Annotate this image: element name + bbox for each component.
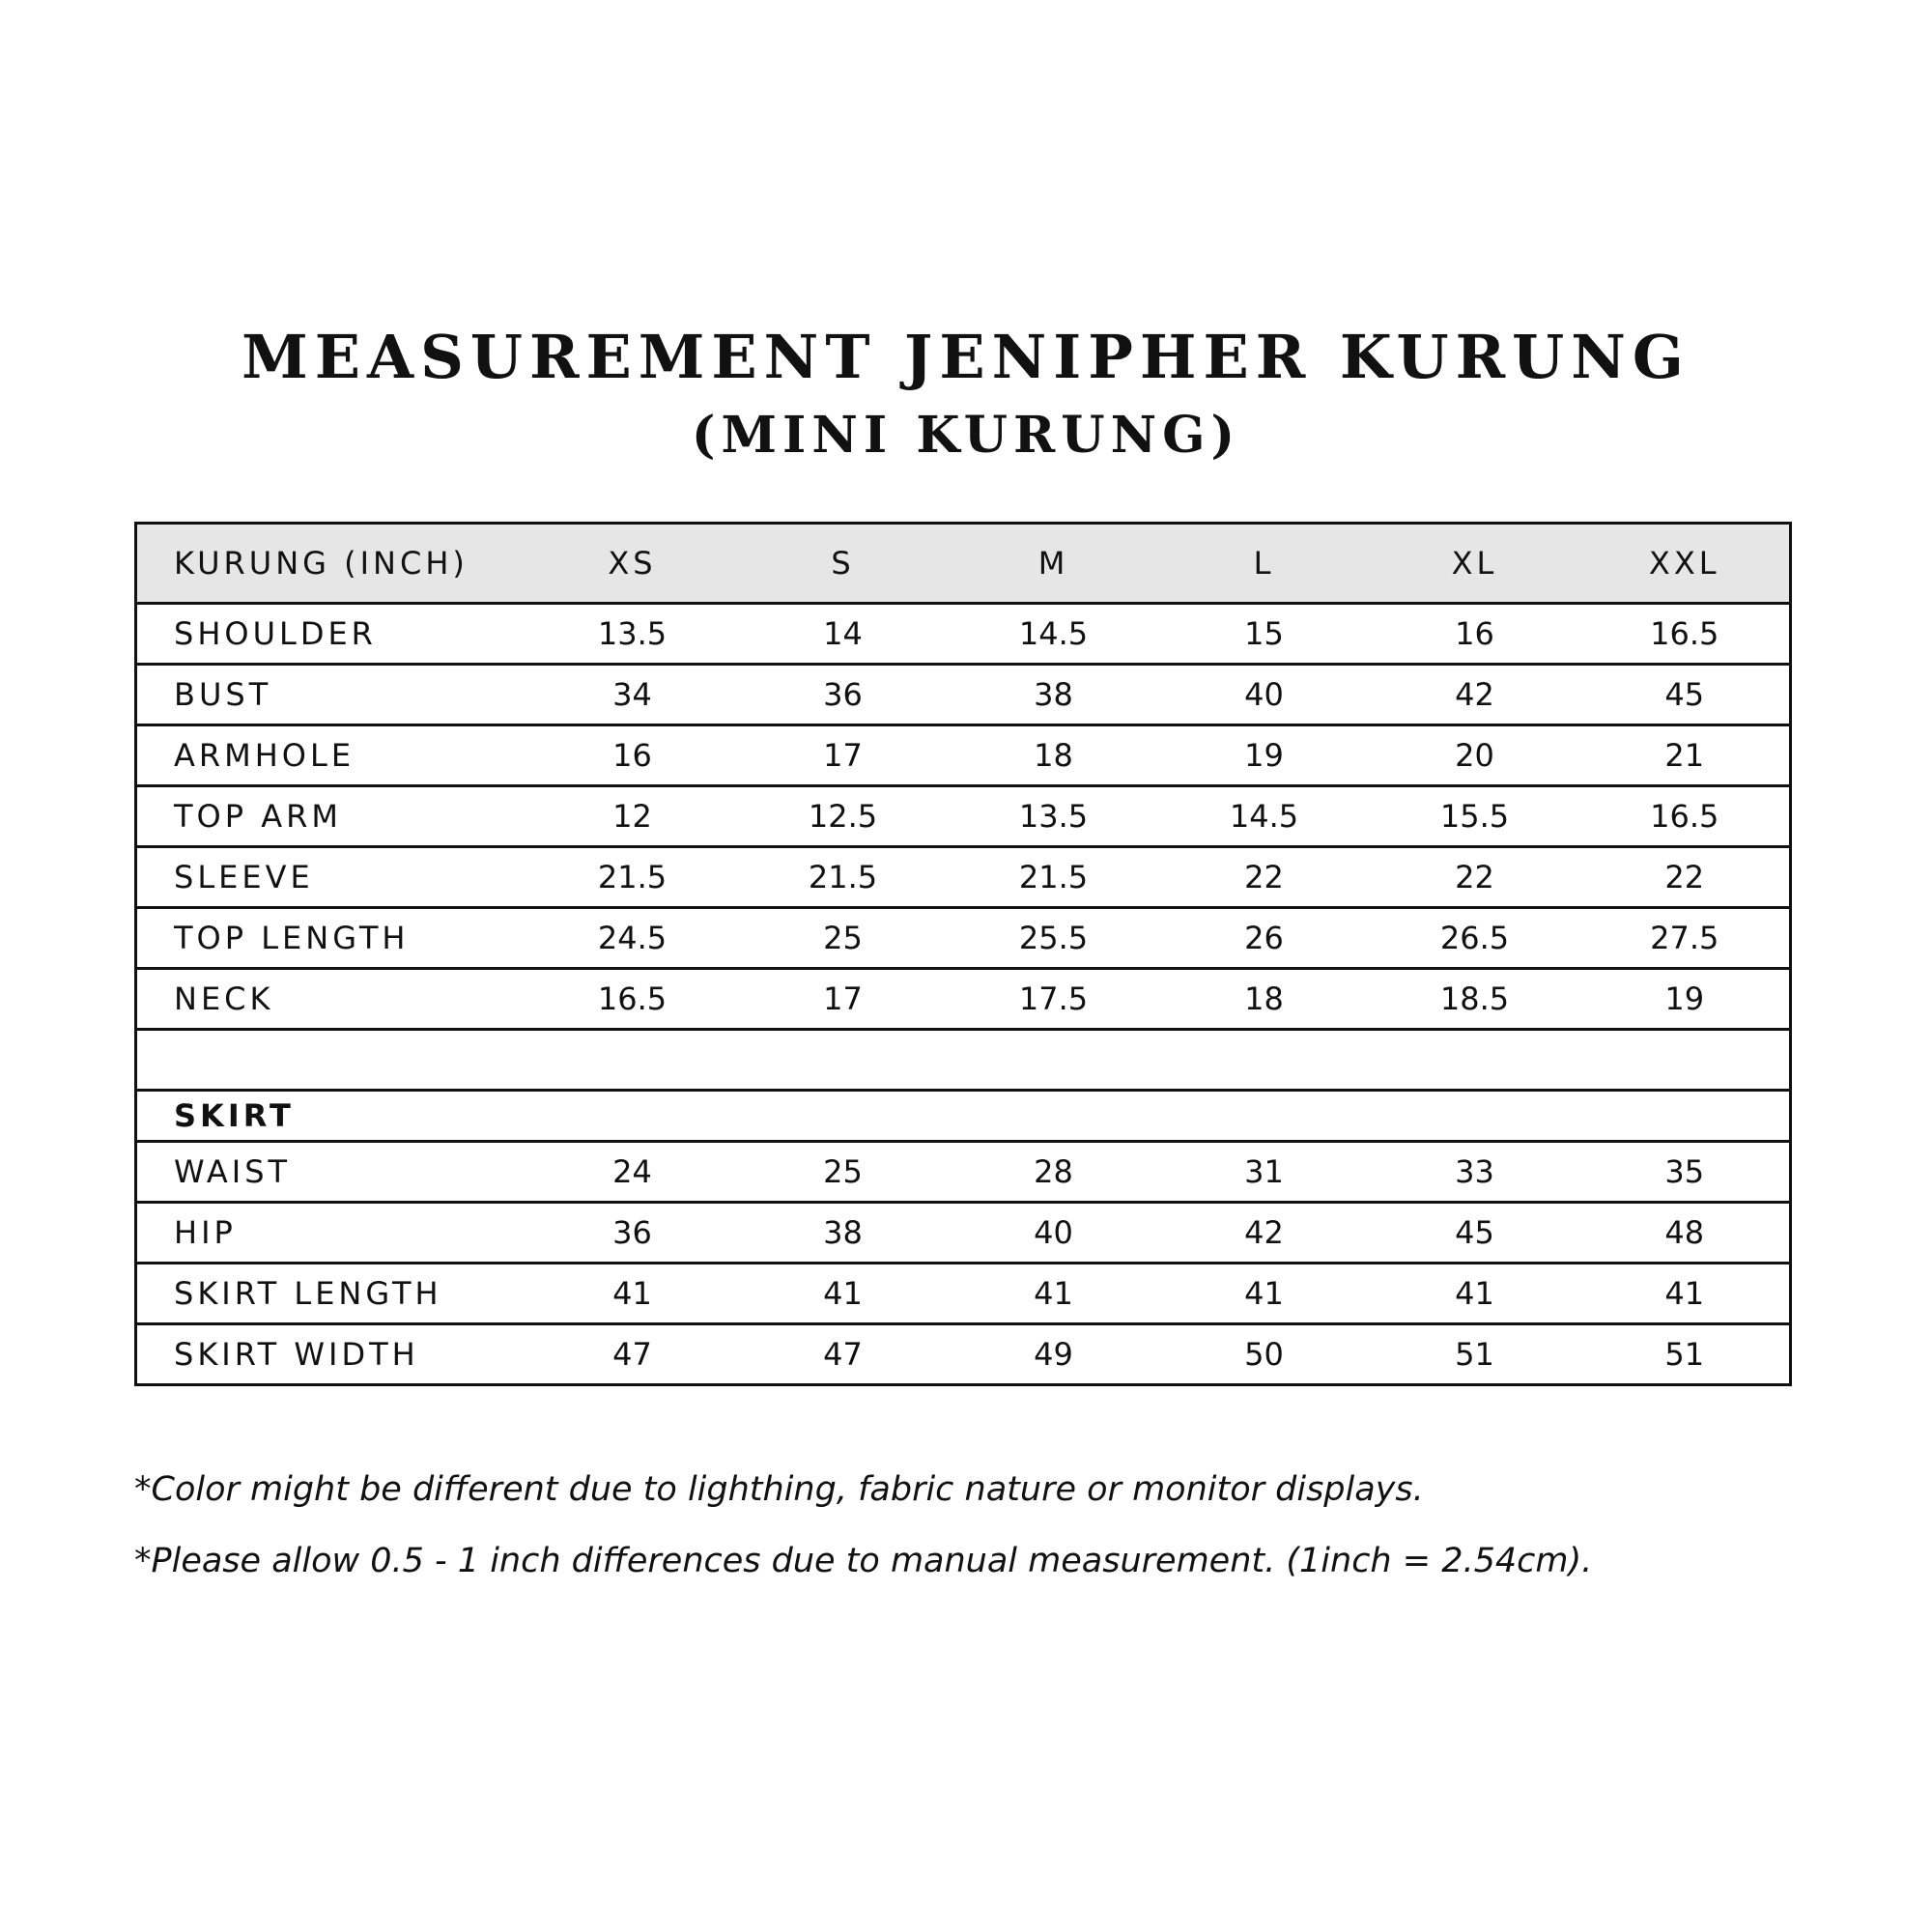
table-row-top-arm	[136, 786, 1791, 847]
cell-sleeve-xxl: 22	[1580, 847, 1791, 908]
size-header-xxl: XXL	[1580, 524, 1791, 604]
cell-top-length-s: 25	[738, 908, 949, 969]
section-heading-skirt: SKIRT	[136, 1091, 1791, 1142]
cell-top-arm-xs: 12	[527, 786, 738, 847]
cell-top-arm-xxl: 16.5	[1580, 786, 1791, 847]
cell-armhole-xs: 16	[527, 725, 738, 786]
cell-shoulder-m: 14.5	[949, 604, 1159, 665]
cell-top-arm-xl: 15.5	[1370, 786, 1580, 847]
cell-bust-s: 36	[738, 665, 949, 725]
table-body	[136, 604, 1791, 1385]
cell-skirt-width-xxl: 51	[1580, 1324, 1791, 1385]
cell-hip-l: 42	[1159, 1203, 1370, 1264]
cell-top-length-l: 26	[1159, 908, 1370, 969]
table-row-top-length	[136, 908, 1791, 969]
header-label: KURUNG (INCH)	[136, 524, 527, 604]
cell-skirt-length-m: 41	[949, 1264, 1159, 1324]
table-row-sleeve	[136, 847, 1791, 908]
cell-shoulder-l: 15	[1159, 604, 1370, 665]
cell-bust-l: 40	[1159, 665, 1370, 725]
row-label: ARMHOLE	[136, 725, 527, 786]
cell-waist-m: 28	[949, 1142, 1159, 1203]
cell-top-length-xl: 26.5	[1370, 908, 1580, 969]
cell-skirt-length-xl: 41	[1370, 1264, 1580, 1324]
cell-neck-m: 17.5	[949, 969, 1159, 1030]
table-row-skirt-length	[136, 1264, 1791, 1324]
cell-neck-s: 17	[738, 969, 949, 1030]
row-label: TOP LENGTH	[136, 908, 527, 969]
cell-top-length-xs: 24.5	[527, 908, 738, 969]
cell-skirt-length-xxl: 41	[1580, 1264, 1791, 1324]
cell-sleeve-m: 21.5	[949, 847, 1159, 908]
table-row-shoulder	[136, 604, 1791, 665]
cell-bust-xl: 42	[1370, 665, 1580, 725]
cell-skirt-width-xs: 47	[527, 1324, 738, 1385]
notes	[134, 1454, 1834, 1597]
row-label: WAIST	[136, 1142, 527, 1203]
cell-neck-xl: 18.5	[1370, 969, 1580, 1030]
cell-sleeve-l: 22	[1159, 847, 1370, 908]
cell-hip-xxl: 48	[1580, 1203, 1791, 1264]
cell-top-arm-m: 13.5	[949, 786, 1159, 847]
cell-skirt-width-xl: 51	[1370, 1324, 1580, 1385]
cell-waist-xxl: 35	[1580, 1142, 1791, 1203]
page-subtitle: (MINI KURUNG)	[691, 406, 1241, 465]
cell-shoulder-s: 14	[738, 604, 949, 665]
row-label: SHOULDER	[136, 604, 527, 665]
cell-sleeve-s: 21.5	[738, 847, 949, 908]
title-block	[0, 319, 1932, 469]
cell-waist-xl: 33	[1370, 1142, 1580, 1203]
note-measurement: *Please allow 0.5 - 1 inch differences due to manual measurement. (1inch = 2.54cm).	[134, 1542, 1593, 1580]
table-row-neck	[136, 969, 1791, 1030]
table-header-row	[136, 524, 1791, 604]
cell-waist-s: 25	[738, 1142, 949, 1203]
table-row-section-skirt	[136, 1091, 1791, 1142]
cell-skirt-width-m: 49	[949, 1324, 1159, 1385]
cell-waist-xs: 24	[527, 1142, 738, 1203]
size-chart-table	[134, 522, 1792, 1386]
row-label: NECK	[136, 969, 527, 1030]
table-row-bust	[136, 665, 1791, 725]
cell-shoulder-xl: 16	[1370, 604, 1580, 665]
cell-bust-xxl: 45	[1580, 665, 1791, 725]
cell-bust-m: 38	[949, 665, 1159, 725]
cell-neck-xxl: 19	[1580, 969, 1791, 1030]
cell-armhole-xl: 20	[1370, 725, 1580, 786]
row-label: TOP ARM	[136, 786, 527, 847]
cell-armhole-m: 18	[949, 725, 1159, 786]
cell-sleeve-xl: 22	[1370, 847, 1580, 908]
row-label: SKIRT WIDTH	[136, 1324, 527, 1385]
cell-hip-xl: 45	[1370, 1203, 1580, 1264]
cell-top-length-xxl: 27.5	[1580, 908, 1791, 969]
size-header-m: M	[949, 524, 1159, 604]
table-row-hip	[136, 1203, 1791, 1264]
cell-shoulder-xs: 13.5	[527, 604, 738, 665]
page-title: MEASUREMENT JENIPHER KURUNG	[242, 322, 1690, 392]
table-row-skirt-width	[136, 1324, 1791, 1385]
cell-armhole-xxl: 21	[1580, 725, 1791, 786]
size-header-xl: XL	[1370, 524, 1580, 604]
size-header-xs: XS	[527, 524, 738, 604]
cell-bust-xs: 34	[527, 665, 738, 725]
cell-skirt-length-s: 41	[738, 1264, 949, 1324]
cell-neck-xs: 16.5	[527, 969, 738, 1030]
spacer-cell	[136, 1030, 1791, 1091]
cell-neck-l: 18	[1159, 969, 1370, 1030]
row-label: BUST	[136, 665, 527, 725]
cell-top-length-m: 25.5	[949, 908, 1159, 969]
table-row-armhole	[136, 725, 1791, 786]
row-label: HIP	[136, 1203, 527, 1264]
table-row-spacer	[136, 1030, 1791, 1091]
cell-skirt-width-s: 47	[738, 1324, 949, 1385]
cell-waist-l: 31	[1159, 1142, 1370, 1203]
row-label: SLEEVE	[136, 847, 527, 908]
cell-skirt-length-xs: 41	[527, 1264, 738, 1324]
table-row-waist	[136, 1142, 1791, 1203]
cell-sleeve-xs: 21.5	[527, 847, 738, 908]
cell-hip-s: 38	[738, 1203, 949, 1264]
cell-hip-m: 40	[949, 1203, 1159, 1264]
cell-skirt-width-l: 50	[1159, 1324, 1370, 1385]
cell-hip-xs: 36	[527, 1203, 738, 1264]
size-header-s: S	[738, 524, 949, 604]
cell-armhole-l: 19	[1159, 725, 1370, 786]
size-header-l: L	[1159, 524, 1370, 604]
cell-shoulder-xxl: 16.5	[1580, 604, 1791, 665]
note-color: *Color might be different due to lighthing, fabric nature or monitor displays.	[134, 1470, 1424, 1509]
cell-top-arm-s: 12.5	[738, 786, 949, 847]
cell-skirt-length-l: 41	[1159, 1264, 1370, 1324]
row-label: SKIRT LENGTH	[136, 1264, 527, 1324]
cell-armhole-s: 17	[738, 725, 949, 786]
cell-top-arm-l: 14.5	[1159, 786, 1370, 847]
